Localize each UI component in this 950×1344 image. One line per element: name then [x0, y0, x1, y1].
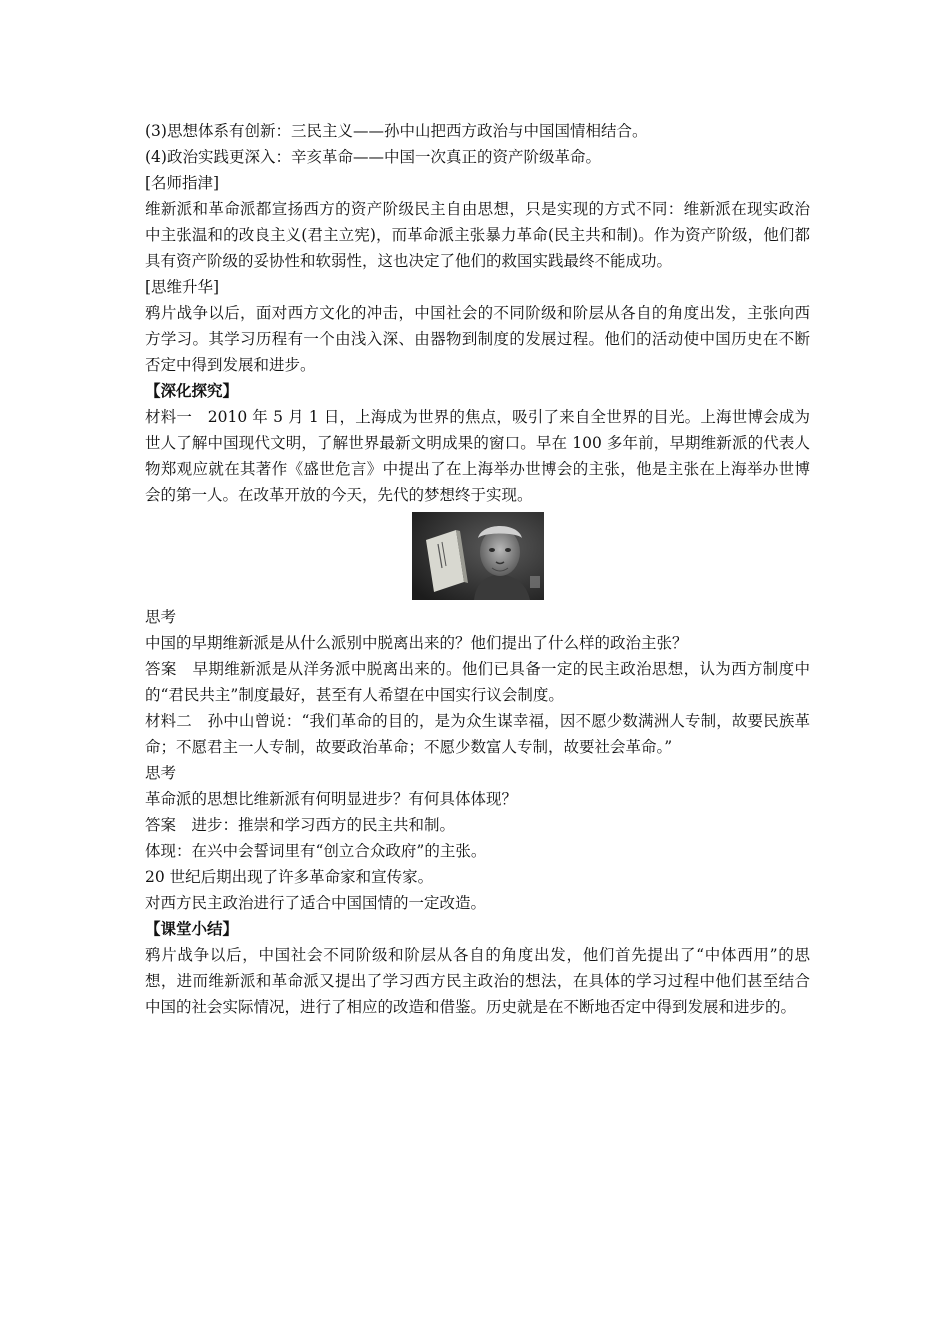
paragraph: 维新派和革命派都宣扬西方的资产阶级民主自由思想，只是实现的方式不同：维新派在现实政治中主张温和的改良主义(君主立宪)，而革命派主张暴力革命(民主共和制)。作为资产阶级，他们都具有资产阶级的妥协性和软弱性，这也决定了他们的救国实践最终不能成功。 [145, 200, 810, 270]
text-line: (4)政治实践更深入：辛亥革命——中国一次真正的资产阶级革命。 [145, 148, 601, 166]
figure [145, 512, 810, 600]
portrait-illustration [412, 512, 544, 600]
text-line: (3)思想体系有创新：三民主义——孙中山把西方政治与中国国情相结合。 [145, 122, 648, 140]
section-heading: 【深化探究】 [145, 381, 239, 400]
paragraph: 材料一 2010 年 5 月 1 日，上海成为世界的焦点，吸引了来自全世界的目光。上海世博会成为世人了解中国现代文明，了解世界最新文明成果的窗口。早在 100 多年前，早期维新派的代表人物郑观应就在其著作《盛世危言》中提出了在上海举办世博会的主张，他是主张在上海举办世博会的第一人。在改革开放的今天，先代的梦想终于实现。 [145, 408, 810, 504]
paragraph: 鸦片战争以后，中国社会不同阶级和阶层从各自的角度出发，他们首先提出了“中体西用”的思想，进而维新派和革命派又提出了学习西方民主政治的想法，在具体的学习过程中他们甚至结合中国的社会实际情况，进行了相应的改造和借鉴。历史就是在不断地否定中得到发展和进步的。 [145, 946, 810, 1016]
text-line: 20 世纪后期出现了许多革命家和宣传家。 [145, 868, 434, 886]
paragraph: 鸦片战争以后，面对西方文化的冲击，中国社会的不同阶级和阶层从各自的角度出发，主张向西方学习。其学习历程有一个由浅入深、由器物到制度的发展过程。他们的活动使中国历史在不断否定中得到发展和进步。 [145, 304, 810, 374]
document-body [145, 118, 810, 1020]
section-heading: 【课堂小结】 [145, 919, 239, 938]
text-line: 思考 [145, 608, 177, 626]
text-line: 答案 进步：推崇和学习西方的民主共和制。 [145, 816, 456, 834]
text-line: 体现：在兴中会誓词里有“创立合众政府”的主张。 [145, 842, 487, 860]
section-label: [思维升华] [145, 278, 220, 296]
text-line: 革命派的思想比维新派有何明显进步？有何具体体现？ [145, 790, 518, 808]
section-label: [名师指津] [145, 174, 220, 192]
text-line: 中国的早期维新派是从什么派别中脱离出来的？他们提出了什么样的政治主张？ [145, 634, 688, 652]
portrait-photo [412, 512, 544, 600]
text-line: 对西方民主政治进行了适合中国国情的一定改造。 [145, 894, 487, 912]
paragraph: 材料二 孙中山曾说：“我们革命的目的，是为众生谋幸福，因不愿少数满洲人专制，故要民族革命；不愿君主一人专制，故要政治革命；不愿少数富人专制，故要社会革命。” [145, 712, 810, 756]
text-line: 思考 [145, 764, 177, 782]
paragraph: 答案 早期维新派是从洋务派中脱离出来的。他们已具备一定的民主政治思想，认为西方制度中的“君民共主”制度最好，甚至有人希望在中国实行议会制度。 [145, 660, 810, 704]
